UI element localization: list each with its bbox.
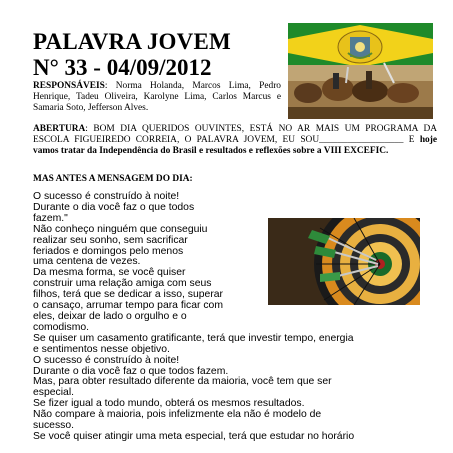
mensagem-line: comodismo.: [33, 321, 90, 333]
mensagem-line: feriados e domingos pelo menos: [33, 245, 184, 257]
page-title: PALAVRA JOVEM: [33, 29, 231, 54]
mensagem-line: especial.: [33, 387, 75, 399]
mensagem-line: uma centena de vezes.: [33, 256, 141, 268]
issue-number-date: N° 33 - 04/09/2012: [33, 55, 212, 80]
mensagem-line: e sentimentos nesse objetivo.: [33, 343, 170, 355]
mensagem-line: eles, deixar de lado o orgulho e o: [33, 310, 187, 322]
abertura-paragraph: [33, 124, 437, 158]
abertura-highlight: hoje vamos tratar da Independência do Brasil e resultados e reflexões sobre a VIII EXCEFIC.: [33, 135, 437, 157]
responsaveis-names: : Norma Holanda, Marcos Lima, Pedro Henrique, Tadeu Oliveira, Karolyne Lima, Carlos Marcus e Samaria Soto, Jefferson Alves.: [33, 81, 281, 114]
mensagem-line: Mas, para obter resultado diferente da maioria, você tem que ser: [33, 376, 332, 388]
responsaveis-label: RESPONSÁVEIS: [33, 81, 105, 91]
mensagem-line: O sucesso é construído à noite!: [33, 354, 180, 366]
independence-flag-image: [288, 23, 433, 119]
abertura-label: ABERTURA: [33, 124, 86, 134]
responsaveis-paragraph: [33, 81, 281, 115]
mensagem-line: Não conheço ninguém que conseguiu: [33, 223, 208, 235]
mensagem-line: Se quiser um casamento gratificante, terá que investir tempo, energia: [33, 332, 354, 344]
abertura-text: : BOM DIA QUERIDOS OUVINTES, ESTÁ NO AR MAIS UM PROGRAMA DA ESCOLA FIGUEIREDO CORREIA, O PALAVRA JOVEM, EU SOU__________________ E: [33, 124, 437, 146]
mensagem-line: o cansaço, arrumar tempo para ficar com: [33, 300, 223, 312]
mensagem-line: Durante o dia você faz o que todos fazem.: [33, 365, 229, 377]
mensagem-line: sucesso.: [33, 420, 75, 432]
mensagem-line: Se fizer igual a todo mundo, obterá os mesmos resultados.: [33, 398, 305, 410]
mensagem-body: [33, 192, 433, 443]
mensagem-line: construir uma relação amiga com seus: [33, 278, 212, 290]
mensagem-line: Se você quiser atingir uma meta especial, terá que estudar no horário: [33, 430, 355, 442]
mensagem-line: filhos, terá que se dedicar a isso, superar: [33, 289, 224, 301]
mensagem-line: Da mesma forma, se você quiser: [33, 267, 186, 279]
mensagem-line: Não compare à maioria, pois infelizmente ela não é modelo de: [33, 409, 322, 421]
mensagem-line: fazem.": [33, 212, 68, 224]
mensagem-heading: MAS ANTES A MENSAGEM DO DIA:: [33, 174, 193, 184]
mensagem-line: O sucesso é construído à noite!: [33, 191, 180, 202]
mensagem-line: realizar seu sonho, sem sacrificar: [33, 234, 188, 246]
mensagem-line: Durante o dia você faz o que todos: [33, 201, 195, 213]
